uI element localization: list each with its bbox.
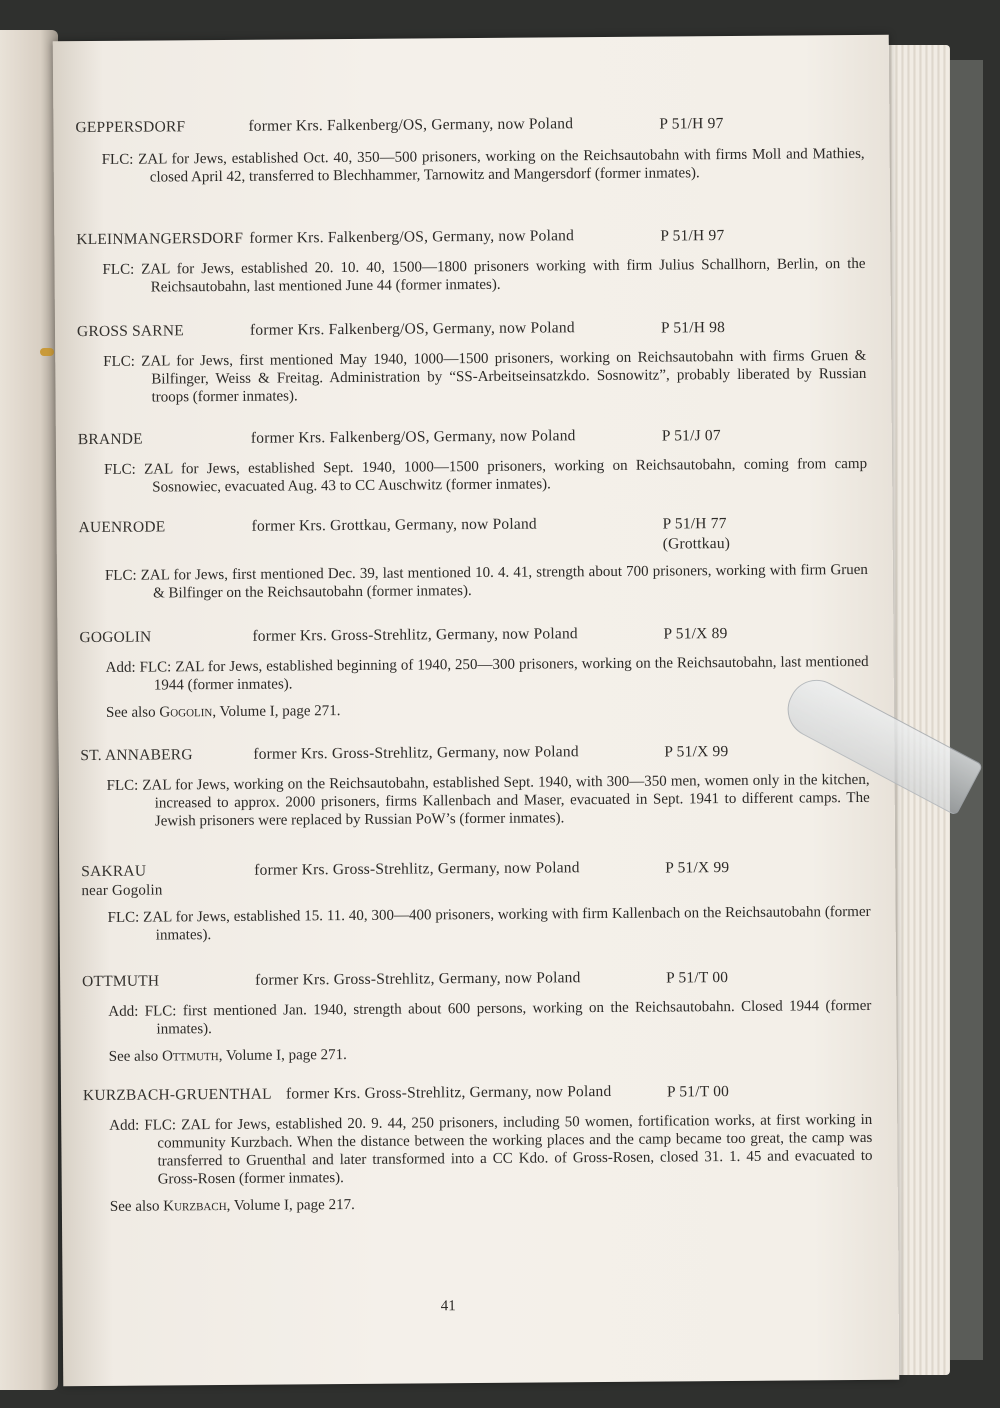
entry-map-reference: P 51/X 99 — [665, 859, 730, 877]
entry-place-name: KLEINMANGERSDORF — [76, 229, 244, 249]
document-page — [53, 35, 900, 1387]
entry-see-also — [109, 1043, 897, 1066]
entry-location: former Krs. Gross-Strehlitz, Germany, now Poland — [255, 969, 581, 989]
left-page-edge — [0, 30, 58, 1390]
entry-description: FLC: ZAL for Jews, established Oct. 40, 350—500 prisoners, working on the Reichsautobahn with firms Moll and Mathies, closed April 42, transferred to Blechhammer, Tarnowitz and Mangersdorf (former inmates). — [101, 145, 865, 186]
see-also-prefix: See also — [105, 704, 156, 721]
entry-place-name: BRANDE — [77, 430, 143, 449]
entry-gogolin — [57, 623, 894, 723]
bookmark-pin — [40, 348, 54, 356]
entry-st-annaberg — [58, 741, 895, 832]
page-number: 41 — [440, 1298, 456, 1315]
entry-map-reference-code: P 51/H 77 — [662, 515, 727, 533]
see-also-suffix: , Volume I, page 271. — [212, 703, 341, 721]
entry-place-name: ST. ANNABERG — [80, 746, 193, 765]
entry-map-reference: P 51/X 99 — [664, 743, 729, 761]
entry-map-reference: P 51/T 00 — [666, 1083, 730, 1101]
entry-description: FLC: ZAL for Jews, first mentioned May 1940, 1000—1500 prisoners, working on Reichsautobahn with firms Gruen & Bilfinger, Weiss & Freitag. Administration by “SS-Arbeitseinsatzkdo. Sosnowitz”, probably liberated by Russian troops (former inmates). — [103, 347, 867, 406]
entry-location: former Krs. Gross-Strehlitz, Germany, now Poland — [253, 743, 579, 763]
entry-ottmuth — [60, 967, 897, 1067]
entry-map-reference — [662, 514, 730, 555]
see-also-suffix: , Volume I, page 217. — [226, 1196, 355, 1214]
entry-kurzbach-gruenthal — [61, 1081, 898, 1217]
entry-description: FLC: ZAL for Jews, established Sept. 1940, 1000—1500 prisoners, working on Reichsautobahn, coming from camp Sosnowiec, evacuated Aug. 43 to CC Auschwitz (former inmates). — [104, 455, 868, 496]
entry-place-name: GROSS SARNE — [76, 322, 184, 341]
see-also-prefix: See also — [108, 1048, 159, 1065]
cover-edge-strip — [945, 60, 983, 1360]
see-also-name: Ottmuth — [161, 1048, 219, 1065]
entry-see-also — [106, 699, 894, 722]
entry-description: Add: FLC: ZAL for Jews, established 20. 9. 44, 250 prisoners, including 50 women, fortification works, at first working in community Kurzbach. When the distance between the working places and the camp became too great, the camp was transferred to Gruenthal and later transformed into a CC Kdo. of Gross-Rosen, closed 31. 1. 45 and evacuated to Gross-Rosen (former inmates). — [109, 1111, 873, 1188]
entry-location: former Krs. Grottkau, Germany, now Poland — [251, 515, 537, 535]
entry-place-name: OTTMUTH — [82, 972, 160, 991]
see-also-name: Kurzbach — [163, 1197, 227, 1215]
entry-place-subtitle: near Gogolin — [81, 882, 163, 900]
entry-description: Add: FLC: first mentioned Jan. 1940, strength about 600 persons, working on the Reichsautobahn. Closed 1944 (former inmates). — [108, 997, 872, 1038]
entry-description: FLC: ZAL for Jews, established 15. 11. 40, 300—400 prisoners, working with firm Kallenbach on the Reichsautobahn (former inmates). — [107, 903, 871, 944]
entry-map-reference: P 51/X 89 — [663, 625, 728, 643]
entry-description: Add: FLC: ZAL for Jews, established beginning of 1940, 250—300 prisoners, working on the Reichsautobahn, last mentioned 1944 (former inmates). — [105, 653, 869, 694]
entry-location: former Krs. Falkenberg/OS, Germany, now Poland — [248, 115, 574, 135]
entry-place-name: GEPPERSDORF — [75, 118, 186, 137]
entry-location: former Krs. Gross-Strehlitz, Germany, now Poland — [285, 1082, 612, 1103]
entry-location: former Krs. Falkenberg/OS, Germany, now Poland — [249, 319, 575, 339]
entry-location: former Krs. Gross-Strehlitz, Germany, now Poland — [254, 859, 580, 879]
entry-place-name: GOGOLIN — [79, 628, 152, 647]
see-also-suffix: , Volume I, page 271. — [218, 1047, 347, 1065]
see-also-name: Gogolin — [159, 704, 213, 721]
entry-see-also — [110, 1193, 898, 1216]
entry-auenrode — [56, 513, 893, 604]
entry-description: FLC: ZAL for Jews, working on the Reichsautobahn, established Sept. 1940, with 300—350 men, women only in the kitchen, increased to approx. 2000 prisoners, firms Kallenbach and Maser, evacuated in Sept. 1941 to different camps. The Jewish prisoners were replaced by Russian PoW’s (former inmates). — [106, 771, 870, 830]
entry-description: FLC: ZAL for Jews, first mentioned Dec. 39, last mentioned 10. 4. 41, strength about 700 prisoners, working with firm Gruen & Bilfinger on the Reichsautobahn (former inmates). — [104, 561, 868, 602]
entry-map-reference: P 51/H 97 — [660, 227, 725, 245]
see-also-prefix: See also — [109, 1198, 160, 1215]
entry-place-name: KURZBACH-GRUENTHAL — [82, 1085, 272, 1105]
entry-gross-sarne — [55, 317, 892, 408]
entry-sakrau — [59, 857, 896, 946]
entry-map-reference: P 51/H 98 — [660, 319, 726, 337]
entry-brande — [56, 425, 892, 498]
entry-map-reference: P 51/J 07 — [661, 427, 721, 445]
entry-kleinmangersdorf — [54, 225, 890, 298]
entry-map-reference-note: (Grottkau) — [662, 534, 731, 553]
entry-map-reference: P 51/H 97 — [659, 115, 724, 133]
entry-geppersdorf — [53, 113, 890, 188]
entry-location: former Krs. Falkenberg/OS, Germany, now Poland — [249, 227, 575, 247]
entry-map-reference: P 51/T 00 — [666, 969, 729, 987]
entry-description: FLC: ZAL for Jews, established 20. 10. 40, 1500—1800 prisoners working with firm Julius Schallhorn, Berlin, on the Reichsautobahn, last mentioned June 44 (former inmates). — [102, 255, 866, 296]
entry-place-name: AUENRODE — [78, 518, 166, 537]
entry-location: former Krs. Gross-Strehlitz, Germany, now Poland — [252, 625, 578, 645]
entry-place-name: SAKRAU — [81, 862, 147, 881]
entry-location: former Krs. Falkenberg/OS, Germany, now Poland — [250, 427, 576, 447]
